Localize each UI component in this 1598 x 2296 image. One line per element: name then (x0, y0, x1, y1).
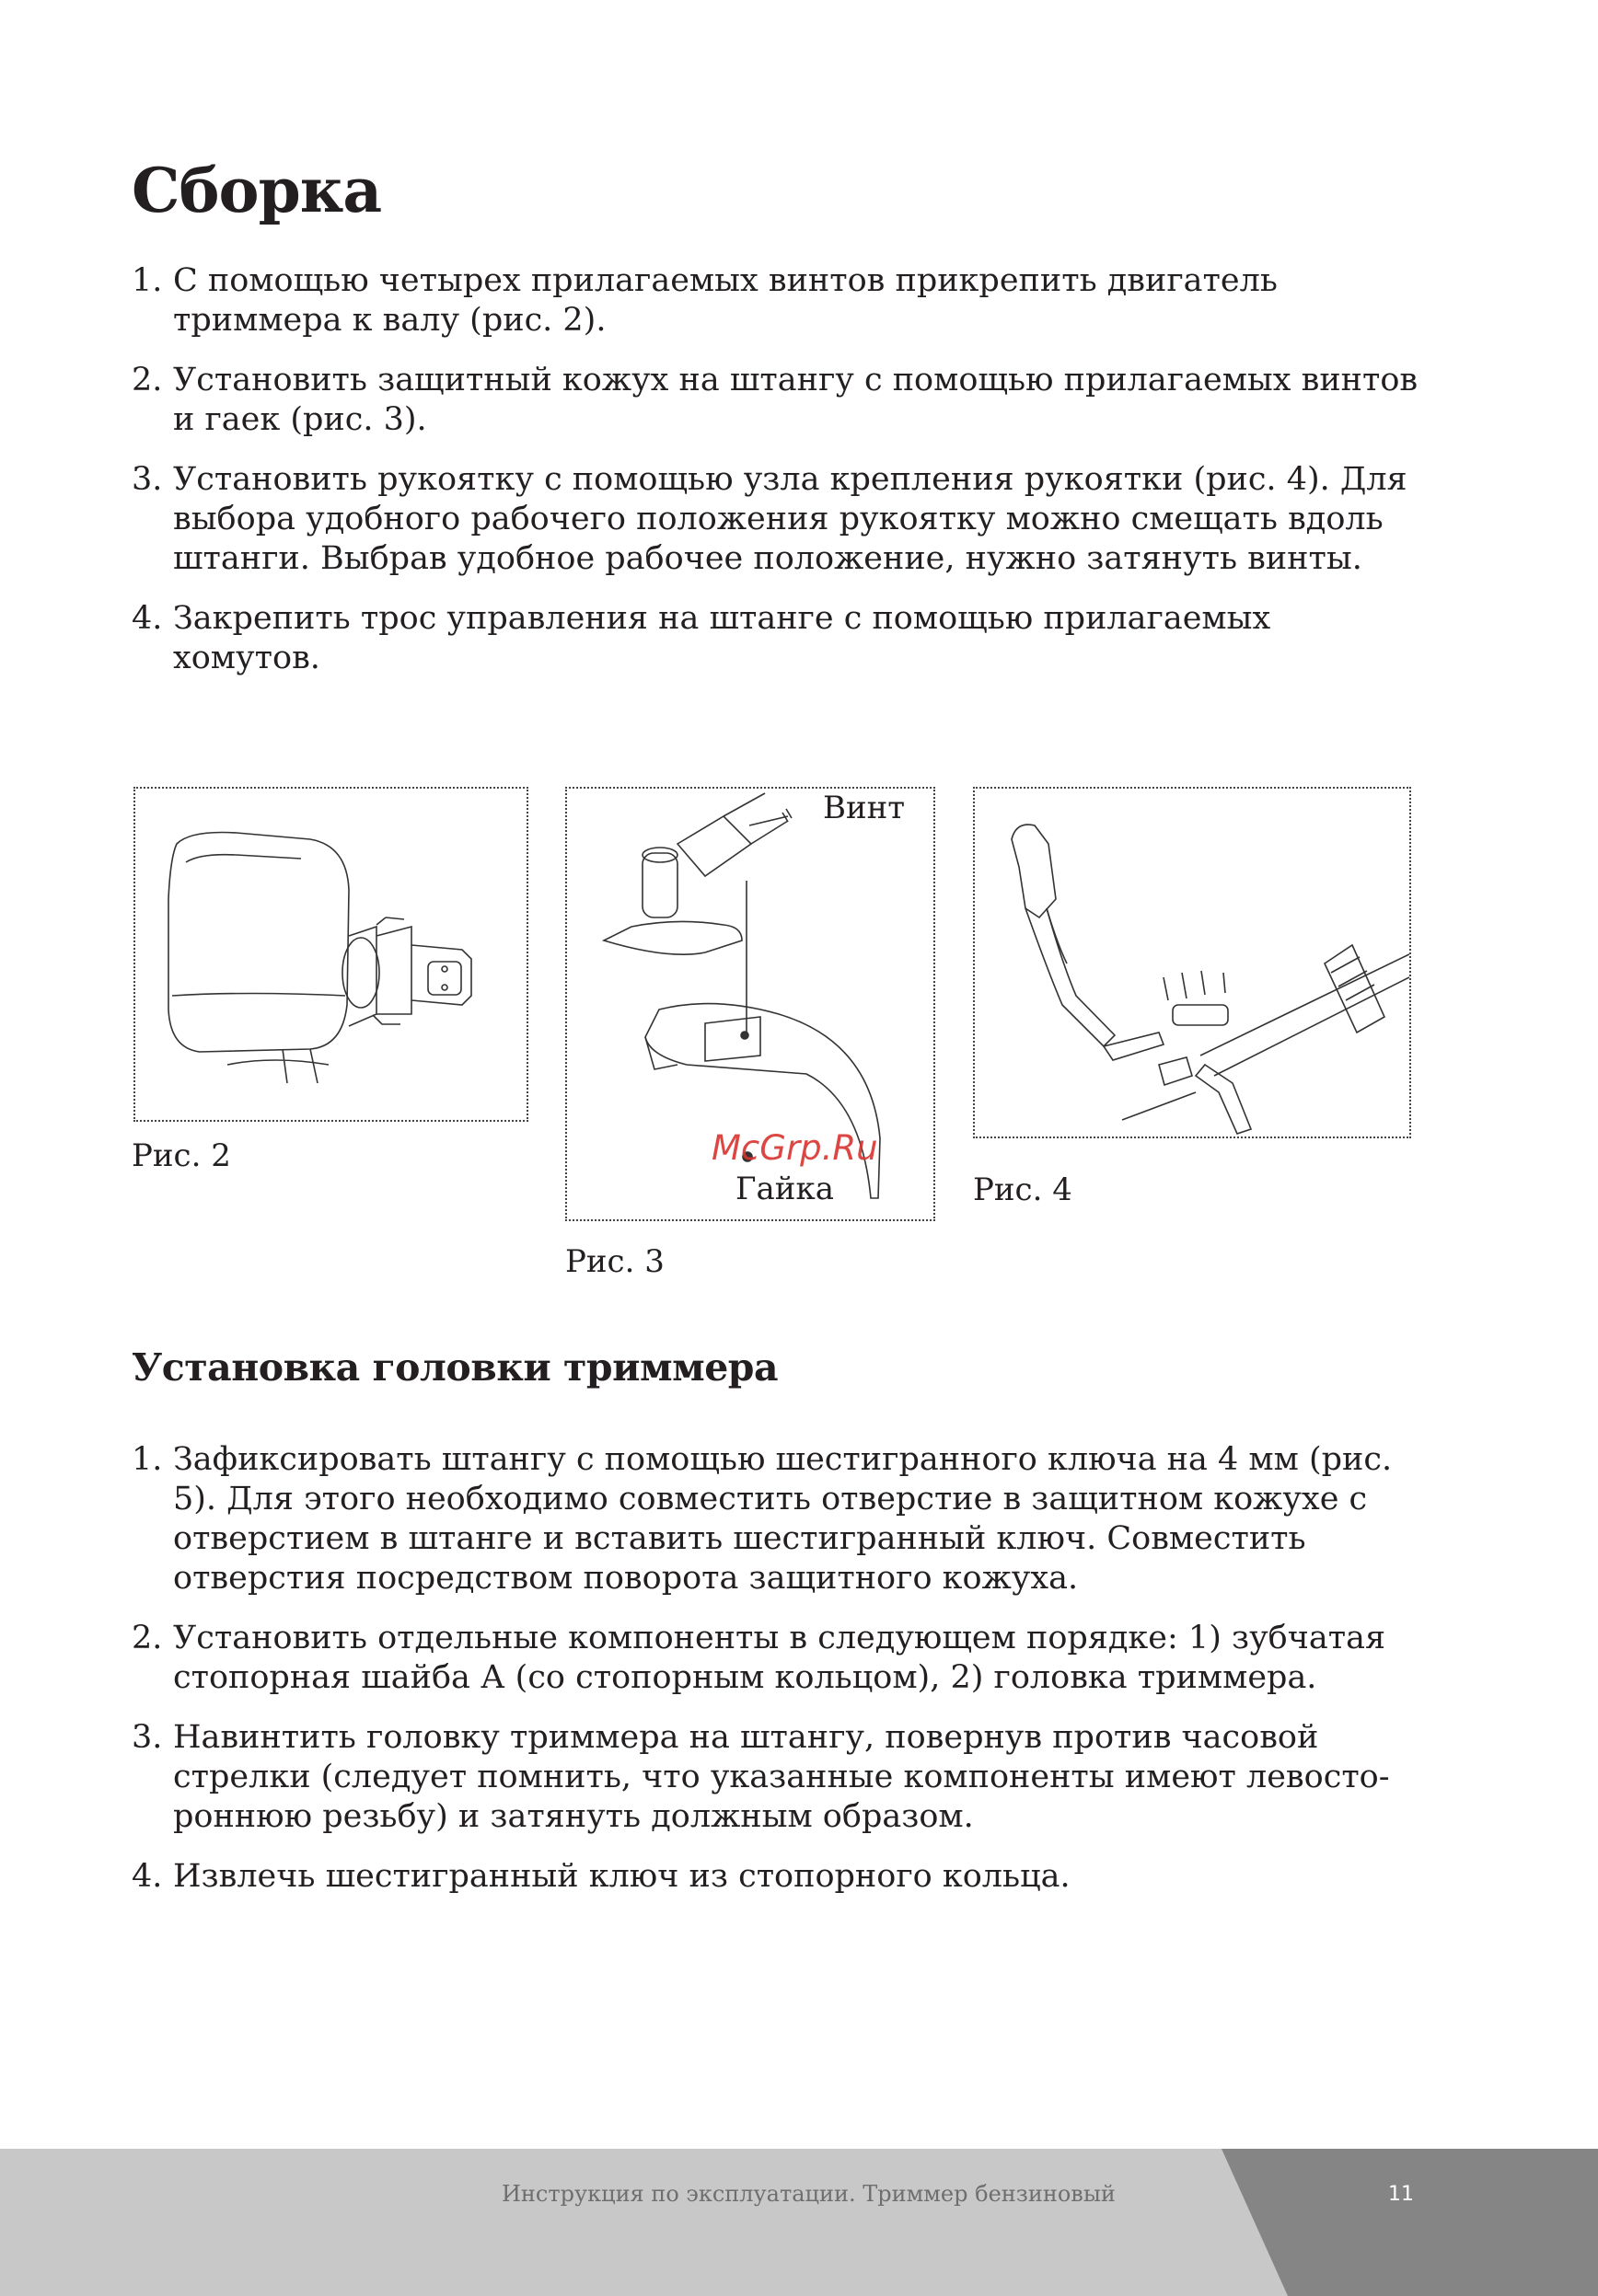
footer-page-tab (1222, 2149, 1598, 2296)
item-number: 1. (132, 1441, 163, 1478)
item-text: Извлечь шестигранный ключ из стопорного кольца. (173, 1858, 1071, 1895)
figure-4-handle (973, 787, 1411, 1138)
list-item (132, 599, 1420, 678)
item-text: Навинтить головку триммера на штангу, повернув против часовой стрелки (следует помнить, что указанные компоненты имеют левостороннюю резьбу) и затянуть должным образом. (173, 1719, 1390, 1835)
list-item (132, 1857, 1420, 1897)
item-number: 3. (132, 1719, 163, 1756)
item-text: Установить отдельные компоненты в следующем порядке: 1) зубчатая стопорная шайба А (со стопорным кольцом), 2) головка триммера. (173, 1620, 1386, 1696)
list-item (132, 1619, 1420, 1698)
footer-document-title: Инструкция по эксплуатации. Триммер бензиновый (502, 2181, 1116, 2207)
list-item (132, 361, 1420, 440)
item-text: С помощью четырех прилагаемых винтов прикрепить двигатель триммера к валу (рис. 2). (173, 262, 1278, 339)
item-text: Закрепить трос управления на штанге с помощью прилагаемых хомутов. (173, 600, 1271, 676)
item-text: Установить рукоятку с помощью узла крепления рукоятки (рис. 4). Для выбора удобного рабочего положения рукоятку можно смещать вдоль штанги. Выбрав удобное рабочее положение, нужно затянуть винты. (173, 461, 1407, 577)
item-number: 3. (132, 461, 163, 498)
head-steps-list (132, 1440, 1420, 1917)
page-title: Сборка (132, 155, 382, 226)
figure-3-caption: Рис. 3 (565, 1243, 665, 1280)
figure-3-label-screw: Винт (823, 790, 906, 826)
handle-illustration (975, 789, 1409, 1136)
list-item (132, 261, 1420, 340)
assembly-steps-list (132, 261, 1420, 698)
figure-2-caption: Рис. 2 (132, 1137, 231, 1174)
item-number: 2. (132, 362, 163, 398)
item-text: Зафиксировать штангу с помощью шестигранного ключа на 4 мм (рис. 5). Для этого необходимо совместить отверстие в защитном кожухе с отверстием в штанге и вставить шестигранный ключ. Совместить отверстия посредством поворота защитного кожуха. (173, 1441, 1393, 1597)
list-item (132, 1718, 1420, 1837)
list-item (132, 460, 1420, 579)
figure-2-engine (133, 787, 528, 1122)
watermark-logo: McGrp.Ru (712, 1128, 878, 1168)
page-number: 11 (1388, 2183, 1414, 2206)
figure-3-label-nut: Гайка (735, 1171, 834, 1207)
engine-illustration (135, 789, 527, 1120)
figure-4-caption: Рис. 4 (973, 1171, 1072, 1208)
item-number: 4. (132, 600, 163, 637)
item-number: 4. (132, 1858, 163, 1895)
item-number: 1. (132, 262, 163, 299)
item-text: Установить защитный кожух на штангу с помощью прилагаемых винтов и гаек (рис. 3). (173, 362, 1419, 438)
list-item (132, 1440, 1420, 1598)
item-number: 2. (132, 1620, 163, 1656)
section-subtitle: Установка головки триммера (132, 1345, 779, 1390)
